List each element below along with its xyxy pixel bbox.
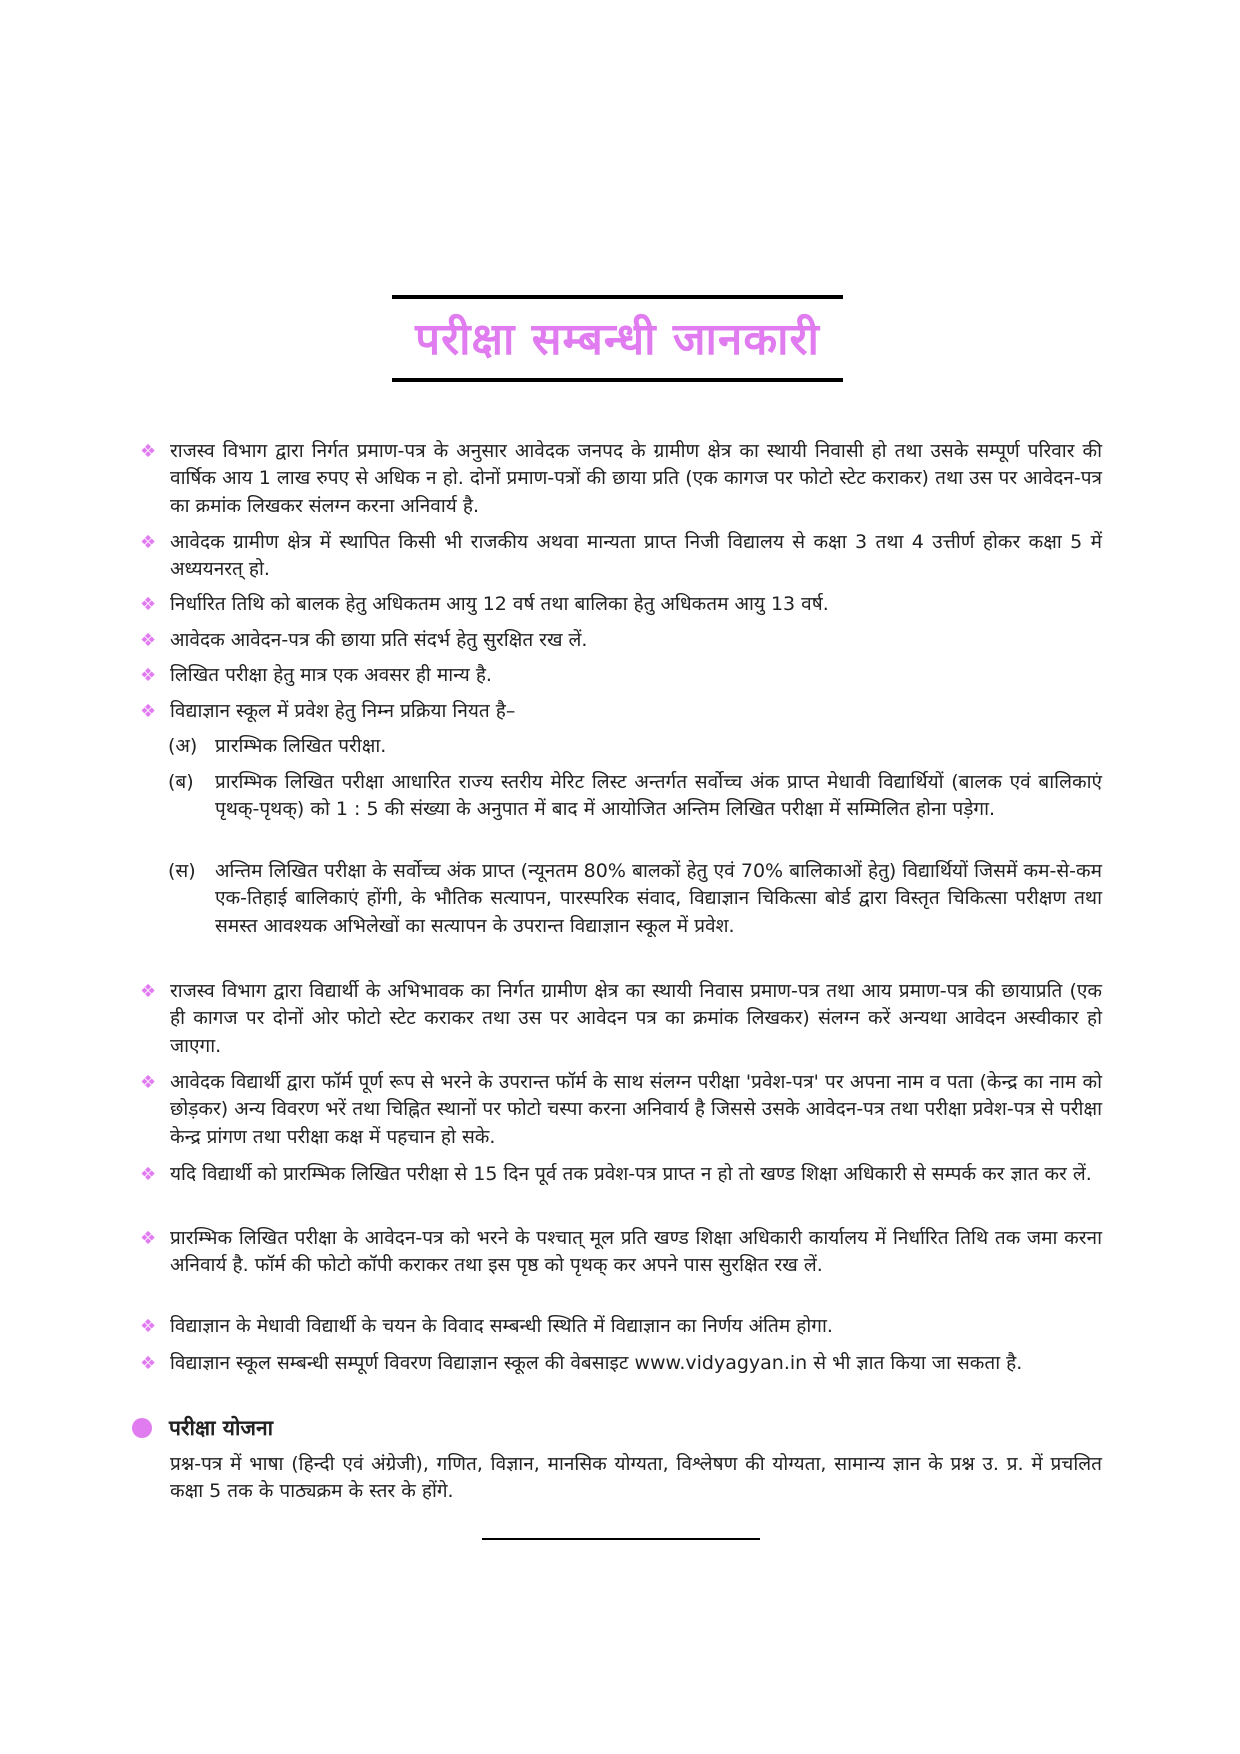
circle-bullet-icon (132, 1418, 152, 1438)
list-item: ❖ आवेदक आवेदन-पत्र की छाया प्रति संदर्भ हेतु सुरक्षित रख लें. (140, 627, 1102, 654)
list-item: ❖ यदि विद्यार्थी को प्रारम्भिक लिखित परीक्षा से 15 दिन पूर्व तक प्रवेश-पत्र प्राप्त न हो तो खण्ड शिक्षा अधिकारी से सम्पर्क कर ज्ञात कर लें. (140, 1161, 1102, 1188)
bullet-icon: ❖ (140, 594, 157, 615)
list-item: ❖ विद्याज्ञान स्कूल में प्रवेश हेतु निम्न प्रक्रिया नियत है– (140, 698, 1102, 725)
list-item: ❖ विद्याज्ञान के मेधावी विद्यार्थी के चयन के विवाद सम्बन्धी स्थिति में विद्याज्ञान का निर्णय अंतिम होगा. (140, 1313, 1102, 1340)
bullet-icon: ❖ (140, 701, 157, 722)
bullet-icon: ❖ (140, 1164, 157, 1185)
bullet-icon: ❖ (140, 1316, 157, 1337)
bullet-icon: ❖ (140, 1353, 157, 1374)
bullet-icon: ❖ (140, 1228, 157, 1249)
bullet-icon: ❖ (140, 665, 157, 686)
list-item: ❖ विद्याज्ञान स्कूल सम्बन्धी सम्पूर्ण विवरण विद्याज्ञान स्कूल की वेबसाइट www.vidyagyan.in से भी ज्ञात किया जा सकता है. (140, 1350, 1102, 1377)
bullet-icon: ❖ (140, 532, 157, 553)
list-item: ❖ राजस्व विभाग द्वारा निर्गत प्रमाण-पत्र के अनुसार आवेदक जनपद के ग्रामीण क्षेत्र का स्थायी निवासी हो तथा उसके सम्पूर्ण परिवार की वार्षिक आय 1 लाख रुपए से अधिक न हो. दोनों प्रमाण-पत्रों की छाया प्रति (एक कागज पर फोटो स्टेट कराकर) तथा उस पर आवेदन-पत्र का क्रमांक लिखकर संलग्न करना अनिवार्य है. (140, 440, 1102, 517)
bottom-divider (482, 1538, 760, 1540)
list-item: ❖ निर्धारित तिथि को बालक हेतु अधिकतम आयु 12 वर्ष तथा बालिका हेतु अधिकतम आयु 13 वर्ष. (140, 591, 1102, 618)
page-title: परीक्षा सम्बन्धी जानकारी (415, 314, 820, 365)
bullet-icon: ❖ (140, 630, 157, 651)
bullet-icon: ❖ (140, 1072, 157, 1093)
bullet-icon: ❖ (140, 441, 157, 462)
sub-item: (अ) प्रारम्भिक लिखित परीक्षा. (168, 735, 387, 757)
list-item: ❖ राजस्व विभाग द्वारा विद्यार्थी के अभिभावक का निर्गत ग्रामीण क्षेत्र का स्थायी निवास प्रमाण-पत्र तथा आय प्रमाण-पत्र की छायाप्रति (एक ही कागज पर दोनों ओर फोटो स्टेट कराकर तथा उस पर आवेदन पत्र का क्रमांक लिखकर) संलग्न करें अन्यथा आवेदन अस्वीकार हो जाएगा. (140, 980, 1102, 1057)
sub-item: (स) अन्तिम लिखित परीक्षा के सर्वोच्च अंक प्राप्त (न्यूनतम 80% बालकों हेतु एवं 70% बालिकाओं हेतु) विद्यार्थियों जिसमें कम-से-कम एक-तिहाई बालिकाएं होंगी, के भौतिक सत्यापन, पारस्परिक संवाद, विद्याज्ञान चिकित्सा बोर्ड द्वारा विस्तृत चिकित्सा परीक्षण तथा समस्त आवश्यक अभिलेखों का सत्यापन के उपरान्त विद्याज्ञान स्कूल में प्रवेश. (168, 860, 1102, 937)
title-bottom-rule (392, 378, 843, 382)
title-top-rule (392, 295, 843, 299)
list-item: ❖ लिखित परीक्षा हेतु मात्र एक अवसर ही मान्य है. (140, 662, 1102, 689)
sub-item: (ब) प्रारम्भिक लिखित परीक्षा आधारित राज्य स्तरीय मेरिट लिस्ट अन्तर्गत सर्वोच्च अंक प्राप्त मेधावी विद्यार्थियों (बालक एवं बालिकाएं पृथक्-पृथक्) को 1 : 5 की संख्या के अनुपात में बाद में आयोजित अन्तिम लिखित परीक्षा में सम्मिलित होना पड़ेगा. (168, 771, 1102, 821)
list-item: ❖ आवेदक विद्यार्थी द्वारा फॉर्म पूर्ण रूप से भरने के उपरान्त फॉर्म के साथ संलग्न परीक्षा 'प्रवेश-पत्र' पर अपना नाम व पता (केन्द्र का नाम को छोड़कर) अन्य विवरण भरें तथा चिह्नित स्थानों पर फोटो चस्पा करना अनिवार्य है जिससे उसके आवेदन-पत्र तथा परीक्षा प्रवेश-पत्र से परीक्षा केन्द्र प्रांगण तथा परीक्षा कक्ष में पहचान हो सके. (140, 1071, 1102, 1148)
section-heading: परीक्षा योजना (132, 1414, 273, 1442)
bullet-icon: ❖ (140, 981, 157, 1002)
list-item: ❖ आवेदक ग्रामीण क्षेत्र में स्थापित किसी भी राजकीय अथवा मान्यता प्राप्त निजी विद्यालय से कक्षा 3 तथा 4 उत्तीर्ण होकर कक्षा 5 में अध्ययनरत् हो. (140, 531, 1102, 581)
section-paragraph: प्रश्न-पत्र में भाषा (हिन्दी एवं अंग्रेजी), गणित, विज्ञान, मानसिक योग्यता, विश्लेषण की योग्यता, सामान्य ज्ञान के प्रश्न उ. प्र. में प्रचलित कक्षा 5 तक के पाठ्यक्रम के स्तर के होंगे. (170, 1453, 1102, 1503)
list-item: ❖ प्रारम्भिक लिखित परीक्षा के आवेदन-पत्र को भरने के पश्चात् मूल प्रति खण्ड शिक्षा अधिकारी कार्यालय में निर्धारित तिथि तक जमा करना अनिवार्य है. फॉर्म की फोटो कॉपी कराकर तथा इस पृष्ठ को पृथक् कर अपने पास सुरक्षित रख लें. (140, 1227, 1102, 1277)
